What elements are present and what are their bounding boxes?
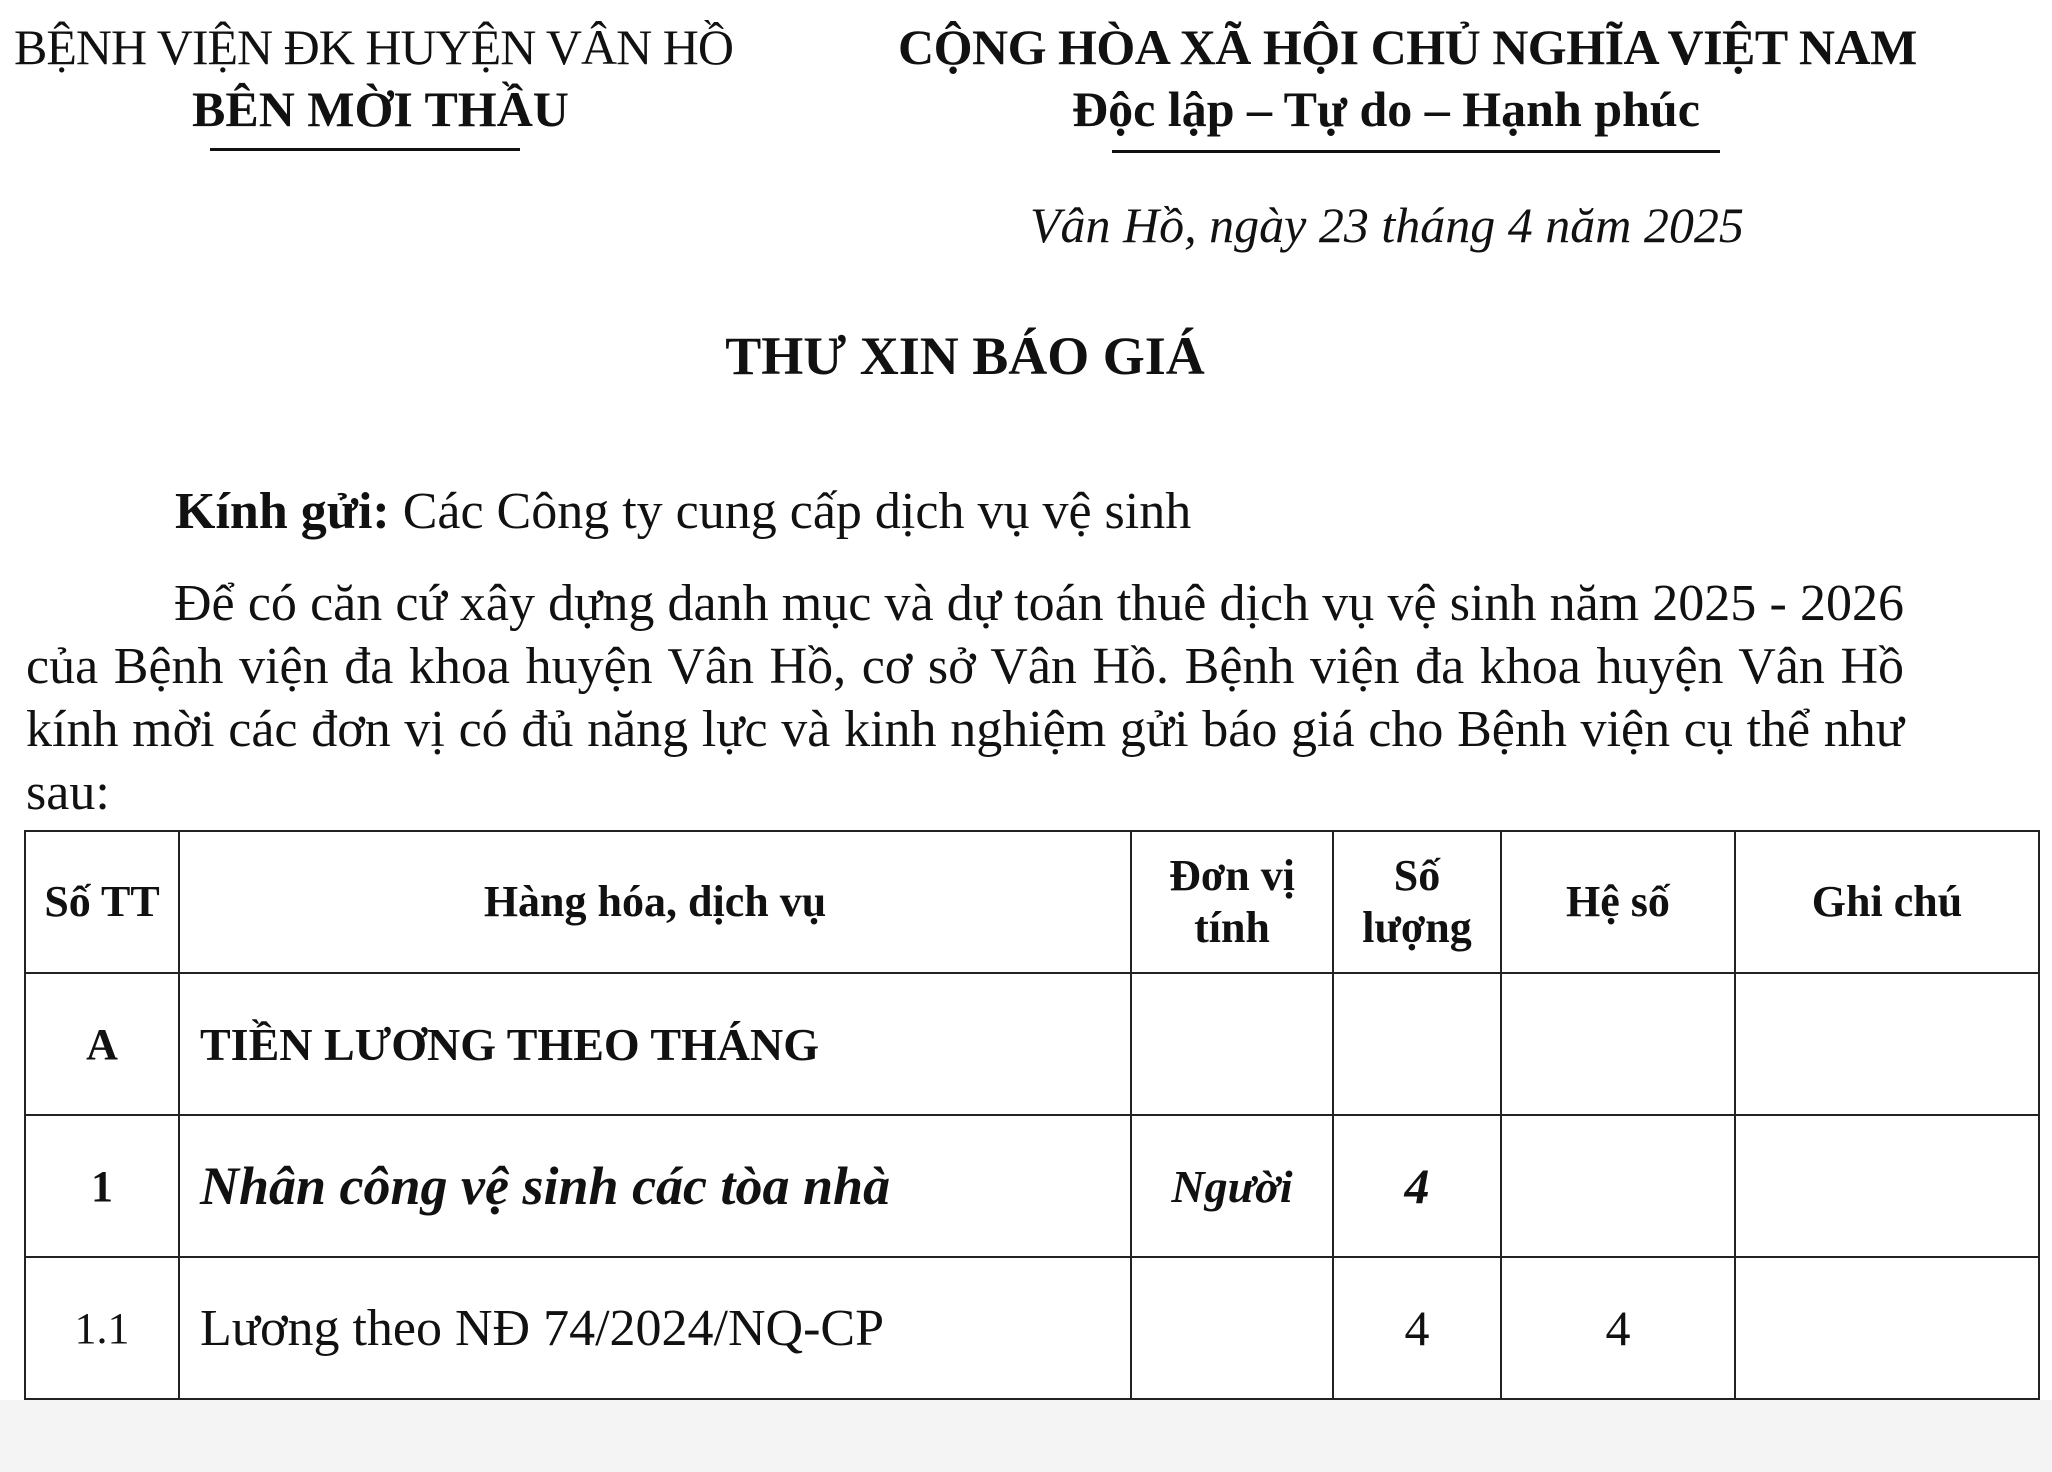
row-item: Lương theo NĐ 74/2024/NQ-CP: [179, 1257, 1131, 1399]
row-coefficient: 4: [1501, 1257, 1735, 1399]
table-header-row: [25, 831, 2039, 973]
row-stt: A: [25, 973, 179, 1115]
row-coefficient: [1501, 973, 1735, 1115]
row-quantity: [1333, 973, 1501, 1115]
row-stt: 1.1: [25, 1257, 179, 1399]
row-unit: Người: [1131, 1115, 1333, 1257]
bidder-role: BÊN MỜI THẦU: [192, 81, 569, 137]
header-note: Ghi chú: [1735, 831, 2039, 973]
national-motto: Độc lập – Tự do – Hạnh phúc: [1072, 81, 1700, 137]
row-coefficient: [1501, 1115, 1735, 1257]
row-unit: [1131, 973, 1333, 1115]
right-header-underline: [1112, 150, 1720, 153]
recipient-line: [175, 482, 1191, 541]
row-note: [1735, 1115, 2039, 1257]
row-item: Nhân công vệ sinh các tòa nhà: [179, 1115, 1131, 1257]
row-quantity: 4: [1333, 1257, 1501, 1399]
header-quantity: Số lượng: [1333, 831, 1501, 973]
page-bottom-margin: [0, 1400, 2052, 1472]
row-item: TIỀN LƯƠNG THEO THÁNG: [179, 973, 1131, 1115]
recipient-value: Các Công ty cung cấp dịch vụ vệ sinh: [402, 483, 1192, 540]
header-coefficient: Hệ số: [1501, 831, 1735, 973]
left-header-underline: [210, 148, 520, 151]
table-row: [25, 973, 2039, 1115]
body-paragraph: Để có căn cứ xây dựng danh mục và dự toán thuê dịch vụ vệ sinh năm 2025 - 2026 của Bệnh viện đa khoa huyện Vân Hồ, cơ sở Vân Hồ. Bệnh viện đa khoa huyện Vân Hồ kính mời các đơn vị có đủ năng lực và kinh nghiệm gửi báo giá cho Bệnh viện cụ thể như sau:: [26, 575, 1904, 821]
header-stt: Số TT: [25, 831, 179, 973]
row-note: [1735, 973, 2039, 1115]
quote-table: [24, 830, 2040, 1400]
table-row: [25, 1115, 2039, 1257]
row-note: [1735, 1257, 2039, 1399]
row-stt: 1: [25, 1115, 179, 1257]
row-unit: [1131, 1257, 1333, 1399]
row-quantity: 4: [1333, 1115, 1501, 1257]
header-unit: Đơn vị tính: [1131, 831, 1333, 973]
national-title: CỘNG HÒA XÃ HỘI CHỦ NGHĨA VIỆT NAM: [898, 19, 1917, 75]
organization-name: BỆNH VIỆN ĐK HUYỆN VÂN HỒ: [14, 19, 733, 75]
place-date: Vân Hồ, ngày 23 tháng 4 năm 2025: [1030, 197, 1744, 253]
document-title: THƯ XIN BÁO GIÁ: [725, 326, 1205, 386]
table-row: [25, 1257, 2039, 1399]
header-item: Hàng hóa, dịch vụ: [179, 831, 1131, 973]
recipient-label: Kính gửi:: [175, 483, 390, 540]
